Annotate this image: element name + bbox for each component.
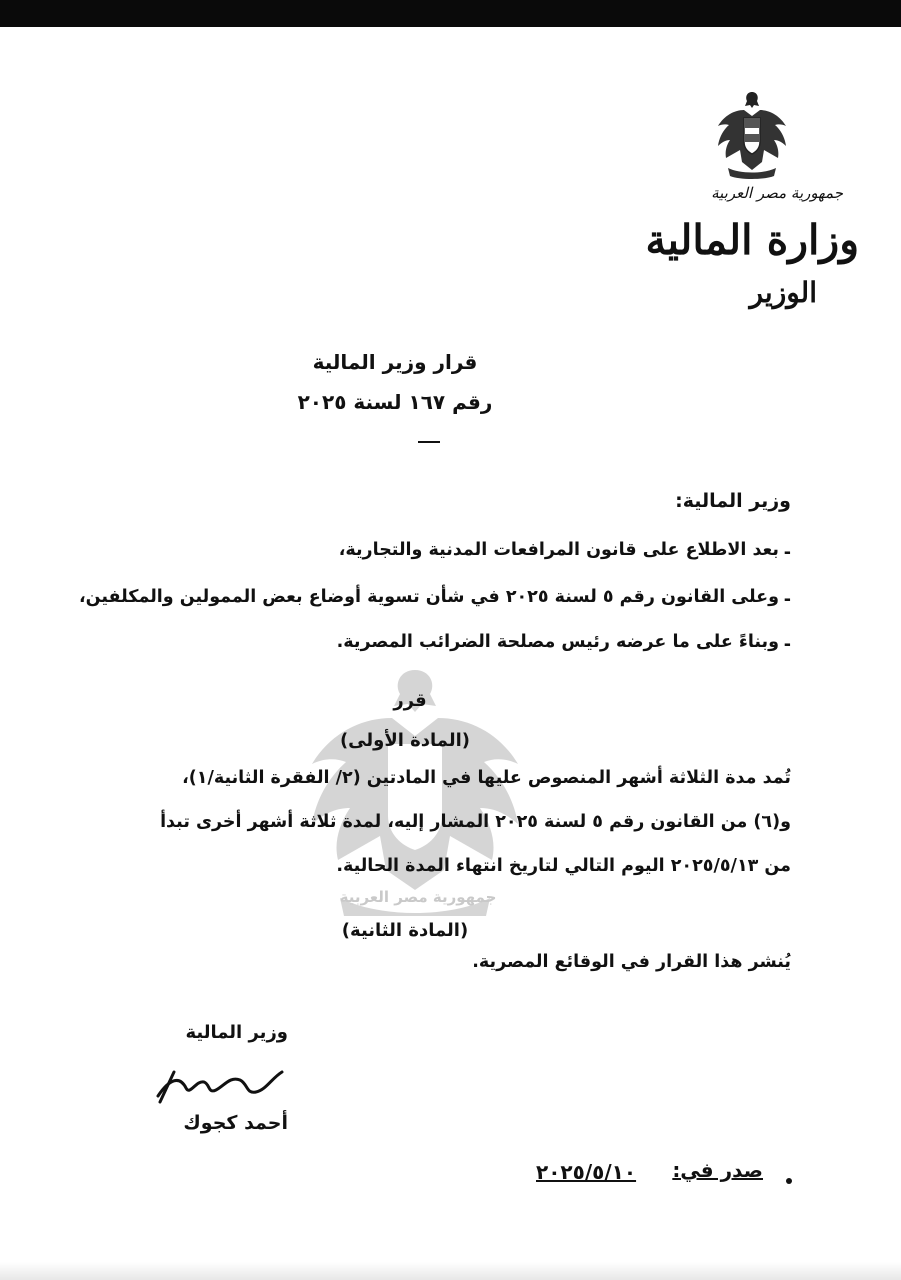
issued-label: صدر في:: [672, 1158, 763, 1182]
preamble-item: وبناءً على ما عرضه رئيس مصلحة الضرائب المصرية.: [336, 632, 779, 652]
scan-bottom-edge: [0, 1262, 901, 1280]
decision-heading: قرر: [393, 690, 427, 711]
preamble-item: بعد الاطلاع على قانون المرافعات المدنية والتجارية،: [338, 540, 779, 560]
issued-date: ٢٠٢٥/٥/١٠: [536, 1160, 637, 1184]
ministry-name: وزارة المالية: [645, 216, 859, 264]
list-bullet: -: [783, 635, 791, 655]
article-1-heading: (المادة الأولى): [339, 730, 471, 751]
preamble-item: وعلى القانون رقم ٥ لسنة ٢٠٢٥ في شأن تسوية أوضاع بعض الممولين والمكلفين،: [79, 587, 779, 607]
preamble-addressee: وزير المالية:: [675, 490, 791, 512]
article-1-line: تُمد مدة الثلاثة أشهر المنصوص عليها في المادتين (٢/ الفقرة الثانية/١)،: [182, 768, 791, 788]
article-2-heading: (المادة الثانية): [341, 920, 469, 941]
watermark-label: جمهورية مصر العربية: [339, 888, 497, 906]
article-1-line: من ٢٠٢٥/٥/١٣ اليوم التالي لتاريخ انتهاء المدة الحالية.: [336, 856, 791, 876]
title-divider: [418, 441, 440, 443]
scan-top-bar: [0, 0, 901, 27]
signatory-name: أحمد كجوك: [183, 1112, 288, 1134]
decree-title: قرار وزير المالية: [312, 350, 478, 374]
signatory-title: وزير المالية: [185, 1022, 288, 1043]
decree-number: رقم ١٦٧ لسنة ٢٠٢٥: [297, 390, 493, 414]
republic-name: جمهورية مصر العربية: [711, 184, 843, 202]
minister-header: الوزير: [749, 276, 817, 309]
article-2-text: يُنشر هذا القرار في الوقائع المصرية.: [472, 952, 791, 972]
list-bullet: -: [783, 543, 791, 563]
article-1-line: و(٦) من القانون رقم ٥ لسنة ٢٠٢٥ المشار إليه، لمدة ثلاثة أشهر أخرى تبدأ: [160, 812, 791, 832]
handwritten-signature: [150, 1058, 290, 1108]
list-bullet: -: [783, 590, 791, 610]
eagle-emblem-icon: [714, 88, 790, 180]
bullet-dot: [786, 1178, 792, 1184]
